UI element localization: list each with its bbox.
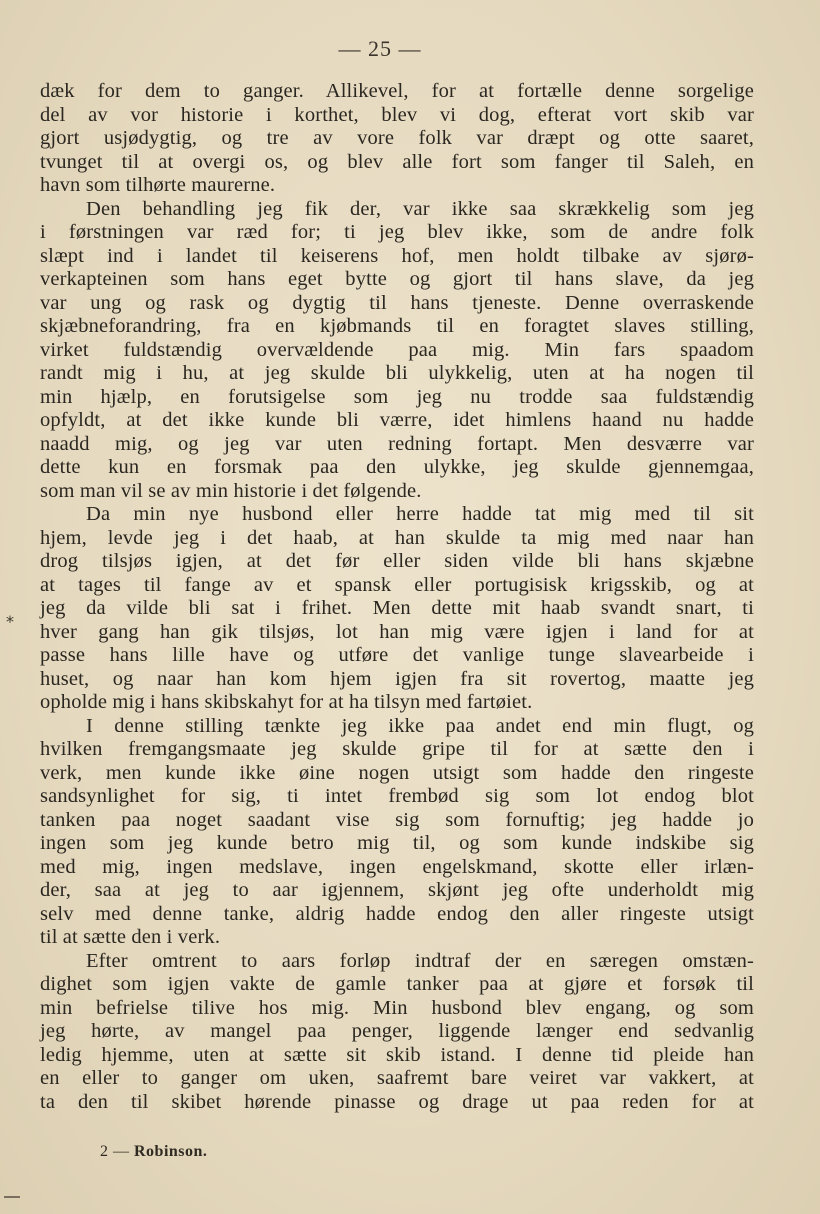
text-line: opfyldt, at det ikke kunde bli værre, idet himlens haand nu hadde (40, 409, 754, 431)
text-line: med mig, ingen medslave, ingen engelskmand, skotte eller irlæn- (40, 855, 754, 878)
text-line: i førstningen var ræd for; ti jeg blev ikke, som de andre folk (40, 221, 754, 243)
signature-title: Robinson. (134, 1143, 208, 1160)
text-line: I denne stilling tænkte jeg ikke paa andet end min flugt, og (86, 714, 754, 737)
text-line: virket fuldstændig overvældende paa mig. Min fars spaadom (40, 338, 754, 361)
signature-dash: — (113, 1143, 130, 1160)
text-line: der, saa at jeg to aar igjennem, skjønt jeg ofte underholdt mig (40, 879, 754, 901)
text-line: ledig hjemme, uten at sætte sit skib istand. I denne tid pleide han (40, 1043, 754, 1066)
text-line: gjort usjødygtig, og tre av vore folk var dræpt og otte saaret, (40, 127, 754, 149)
text-line: Efter omtrent to aars forløp indtraf der en særegen omstæn- (86, 949, 754, 972)
text-line: at tages til fange av et spansk eller portugisisk krigsskib, og at (40, 573, 754, 596)
text-line: hvilken fremgangsmaate jeg skulde gripe til for at sætte den i (40, 738, 754, 760)
text-line: verk, men kunde ikke øine nogen utsigt som hadde den ringeste (40, 761, 754, 784)
text-line: sandsynlighet for sig, ti intet frembød sig som lot endog blot (40, 785, 754, 807)
text-line: tvunget til at overgi os, og blev alle fort som fanger til Saleh, en (40, 150, 754, 173)
text-line: del av vor historie i korthet, blev vi dog, efterat vort skib var (40, 103, 754, 126)
text-line: ta den til skibet hørende pinasse og drage ut paa reden for at (40, 1090, 754, 1113)
text-line: selv med denne tanke, aldrig hadde endog den aller ringeste utsigt (40, 902, 754, 925)
text-line: passe hans lille have og utføre det vanlige tunge slavearbeide i (40, 644, 754, 666)
text-line: til at sætte den i verk. (40, 926, 221, 948)
text-line: min befrielse tilive hos mig. Min husbond blev engang, og som (40, 996, 754, 1019)
printer-signature (100, 1143, 207, 1161)
corner-mark (4, 1196, 20, 1198)
text-line: hver gang han gik tilsjøs, lot han mig være igjen i land for at (40, 620, 754, 643)
text-line: skjæbneforandring, fra en kjøbmands til en foragtet slaves stilling, (40, 315, 754, 337)
text-line: dighet som igjen vakte de gamle tanker paa at gjøre et forsøk til (40, 973, 754, 995)
text-line: slæpt ind i landet til keiserens hof, men holdt tilbake av sjørø- (40, 244, 754, 267)
text-line: ingen som jeg kunde betro mig til, og som kunde indskibe sig (40, 832, 754, 854)
page-number: — 25 — (338, 36, 422, 61)
text-line: havn som tilhørte maurerne. (40, 174, 276, 196)
text-line: randt mig i hu, at jeg skulde bli ulykkelig, uten at ha nogen til (40, 362, 754, 384)
text-line: dette kun en forsmak paa den ulykke, jeg skulde gjennemgaa, (40, 456, 754, 478)
body-text (40, 80, 754, 1114)
text-line: jeg da vilde bli sat i frihet. Men dette mit haab svandt snart, ti (40, 597, 754, 619)
text-line: min hjælp, en forutsigelse som jeg nu trodde saa fuldstændig (40, 385, 754, 408)
text-line: dæk for dem to ganger. Allikevel, for at fortælle denne sorgelige (40, 80, 754, 102)
text-line: hjem, levde jeg i det haab, at han skulde ta mig med naar han (40, 526, 754, 549)
text-line: tanken paa noget saadant vise sig som fornuftig; jeg hadde jo (40, 808, 754, 831)
text-line: Da min nye husbond eller herre hadde tat mig med til sit (86, 503, 754, 525)
text-line: verkapteinen som hans eget bytte og gjort til hans slave, da jeg (40, 268, 754, 290)
text-line: naadd mig, og jeg var uten redning fortapt. Men desværre var (40, 432, 754, 455)
margin-mark: * (6, 612, 14, 631)
text-line: var ung og rask og dygtig til hans tjeneste. Denne overraskende (40, 291, 754, 314)
signature-sheet-number: 2 (100, 1143, 109, 1160)
text-line: som man vil se av min historie i det følgende. (40, 479, 422, 502)
text-line: jeg hørte, av mangel paa penger, liggende længer end sedvanlig (40, 1020, 754, 1042)
text-line: drog tilsjøs igjen, at det før eller siden vilde bli hans skjæbne (40, 550, 754, 572)
text-line: huset, og naar han kom hjem igjen fra sit rovertog, maatte jeg (40, 667, 754, 690)
text-line: en eller to ganger om uken, saafremt bare veiret var vakkert, at (40, 1067, 754, 1089)
text-line: Den behandling jeg fik der, var ikke saa skrækkelig som jeg (86, 197, 754, 220)
text-line: opholde mig i hans skibskahyt for at ha tilsyn med fartøiet. (40, 691, 533, 713)
